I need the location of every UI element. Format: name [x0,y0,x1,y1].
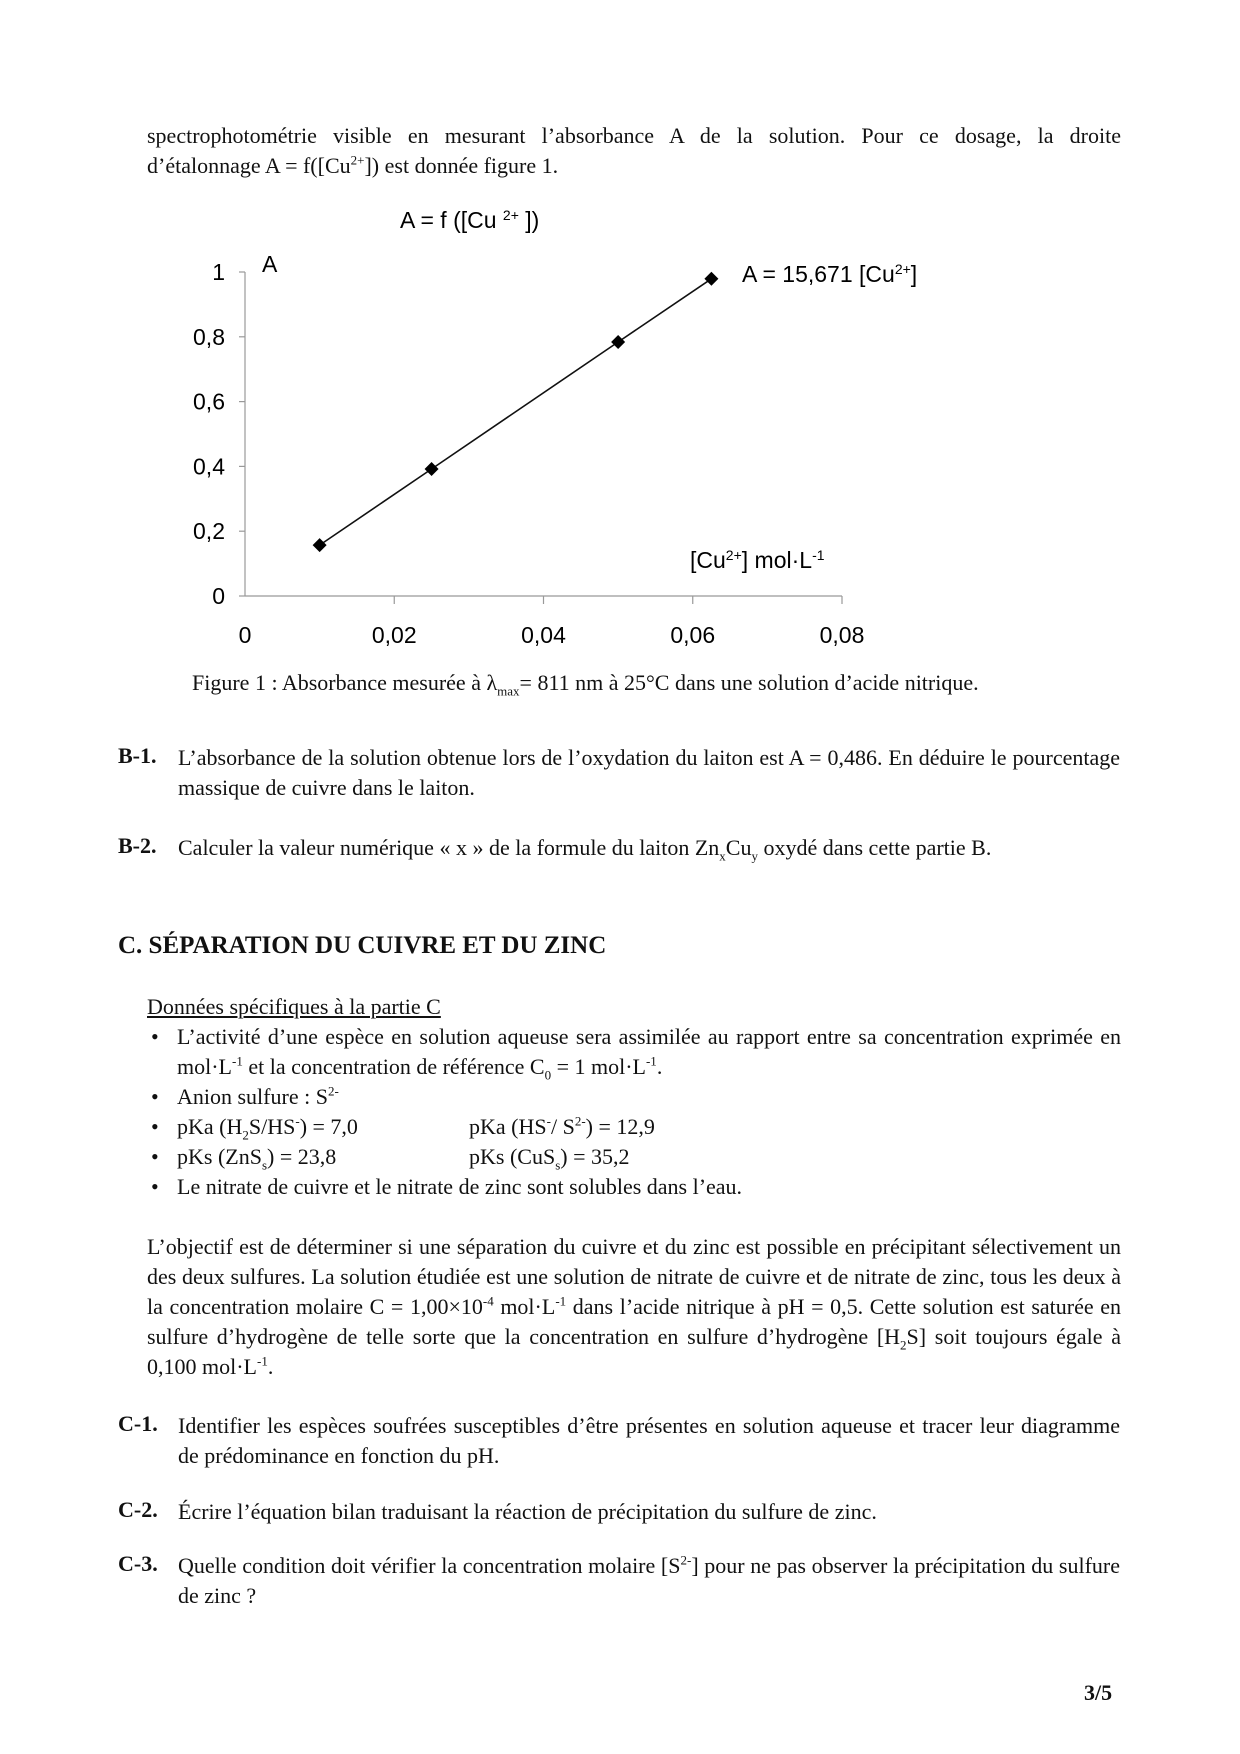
y-ticks [193,259,245,609]
y-tick-label: 0,4 [193,453,225,480]
series-annotation: A = 15,671 $[Cu^{2+}]$ [742,261,918,287]
question-c2 [118,1497,1120,1529]
section-c-heading: C. SÉPARATION DU CUIVRE ET DU ZINC [118,932,607,959]
objective-paragraph: L’objectif est de déterminer si une séparation du cuivre et du zinc est possible en précipitant sélectivement un des deux sulfures. La solution étudiée est une solution de nitrate de cuivre et de nitrate de zinc, tous les deux à la concentration molaire $C = 1,00\times 10^{-4}$ $mol\cdot L^{-1}$ dans l’acide nitrique à pH = 0,5. Cette solution est saturée en sulfure d’hydrogène de telle sorte que la concentration en sulfure d’hydrogène $[H_2S]$ soit toujours égale à 0,100 $mol\cdot L^{-1}$. [147,1234,1122,1379]
data-point-diamond [425,462,439,476]
x-tick-label: 0,02 [371,622,417,648]
question-number: B-1. [118,743,157,768]
x-tick-label: 0,06 [670,622,716,648]
question-text: Identifier les espèces soufrées susceptibles d’être présentes en solution aqueuse et tracer leur diagramme de prédominance en fonction du pH. [178,1413,1120,1468]
question-c3 [118,1551,1120,1613]
intro-line-2: d’étalonnage $A = f([Cu^{2+}])$ est donnée figure 1. [147,152,559,178]
figure-caption: Figure 1 : Absorbance mesurée à $\lambda_{max}= 811$ nm à 25°C dans une solution d’acide nitrique. [192,670,979,699]
question-number: C-2. [118,1497,158,1522]
question-b1 [118,743,1120,805]
list-item: • pKa $(H_2S/HS^-) = 7,0$ pKa (HS-/ $S^{2-}) = 12,9$ [147,1112,1121,1142]
data-point-diamond [704,272,718,286]
question-b2 [118,833,1120,865]
y-tick-label: 0 [212,583,225,609]
question-text: Calculer la valeur numérique « x » de la formule du laiton $Zn_xCu_y$ oxydé dans cette partie B. [178,835,992,864]
question-c1 [118,1411,1120,1473]
x-tick-label: 0,04 [521,622,566,648]
y-tick-label: 0,8 [193,323,225,350]
y-axis-label: A [262,251,278,277]
y-tick-label: 0,6 [193,388,225,415]
question-number: B-2. [118,833,157,858]
question-text: Quelle condition doit vérifier la concentration molaire $[S^{2-}]$ pour ne pas observer la précipitation du sulfure de zinc ? [178,1552,1120,1608]
question-text: L’absorbance de la solution obtenue lors de l’oxydation du laiton est A = 0,486. En déduire le pourcentage massique de cuivre dans le laiton. [178,745,1120,800]
x-ticks [239,596,865,648]
list-item: • pKs (ZnS$_s$) = 23,8 pKs (CuS$_s$) = 35,2 [147,1142,1121,1172]
list-item: • Le nitrate de cuivre et le nitrate de zinc sont solubles dans l’eau. [147,1172,1121,1202]
x-tick-label: 0,08 [819,622,865,648]
question-number: C-3. [118,1551,158,1576]
series-line [313,272,719,552]
list-item: • Anion sulfure : $S^{2-}$ [147,1082,1121,1112]
x-axis-label: $[Cu^{2+}]$ $mol\cdot L^{-1}$ [690,547,825,573]
page-number: 3/5 [1084,1680,1113,1705]
x-tick-label: 0 [238,622,252,648]
chart-title: A = f ([Cu $^{2+}$ ]) [400,207,540,233]
data-list [147,1022,1121,1202]
question-text: Écrire l’équation bilan traduisant la réaction de précipitation du sulfure de zinc. [178,1499,877,1524]
y-tick-label: 0,2 [193,518,225,545]
intro-line-1: spectrophotométrie visible en mesurant l’absorbance A de la solution. Pour ce dosage, la droite [147,123,1121,148]
intro-paragraph [147,121,1121,181]
data-point-diamond [313,538,327,552]
y-tick-label: 1 [212,259,225,285]
data-point-diamond [611,335,625,349]
calibration-chart [0,195,1240,655]
series-polyline [320,279,712,545]
question-number: C-1. [118,1411,158,1436]
list-item: • L’activité d’une espèce en solution aqueuse sera assimilée au rapport entre sa concentration exprimée en $mol\cdot L^{-1}$ et la concentration de référence $C_0 = 1$ $mol\cdot L^{-1}$. [147,1022,1121,1082]
data-title: Données spécifiques à la partie C [147,994,441,1019]
